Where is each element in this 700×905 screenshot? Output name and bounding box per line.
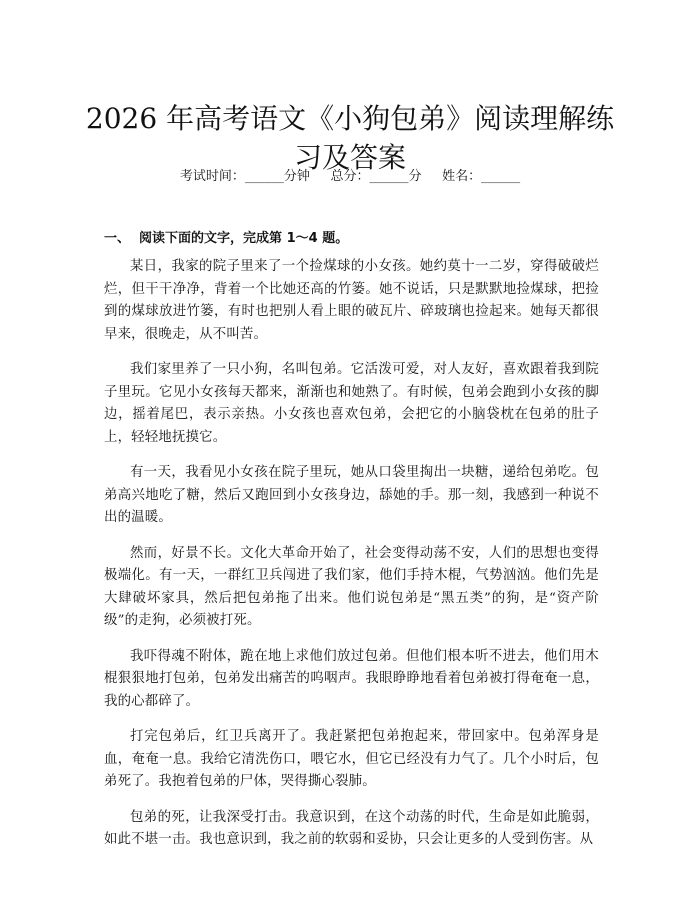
passage-paragraph: 某日，我家的院子里来了一个捡煤球的小女孩。她约莫十一二岁，穿得破破烂烂，但干干净净，背着一个比她还高的竹篓。她不说话，只是默默地捡煤球，把捡到的煤球放进竹篓，有时也把别人看上眼的破瓦片、碎玻璃也捡起来。她每天都很早来，很晚走，从不叫苦。 xyxy=(104,259,599,342)
passage-paragraph: 包弟的死，让我深受打击。我意识到，在这个动荡的时代，生命是如此脆弱，如此不堪一击。我也意识到，我之前的软弱和妥协，只会让更多的人受到伤害。从 xyxy=(104,809,599,847)
passage-paragraph: 我们家里养了一只小狗，名叫包弟。它活泼可爱，对人友好，喜欢跟着我到院子里玩。它见小女孩每天都来，渐渐也和她熟了。有时候，包弟会跑到小女孩的脚边，摇着尾巴，表示亲热。小女孩也喜欢包弟，会把它的小脑袋枕在包弟的肚子上，轻轻地抚摸它。 xyxy=(104,362,599,445)
exam-info-line: 考试时间：______分钟 总分：______分 姓名：______ xyxy=(179,169,521,184)
passage-paragraph: 然而，好景不长。文化大革命开始了，社会变得动荡不安，人们的思想也变得极端化。有一天，一群红卫兵闯进了我们家，他们手持木棍，气势汹汹。他们先是大肆破坏家具，然后把包弟拖了出来。他们说包弟是“黑五类”的狗，是“资产阶级”的走狗，必须被打死。 xyxy=(104,545,599,628)
passage-paragraph: 有一天，我看见小女孩在院子里玩，她从口袋里掏出一块糖，递给包弟吃。包弟高兴地吃了糖，然后又跑回到小女孩身边，舔她的手。那一刻，我感到一种说不出的温暖。 xyxy=(104,465,599,525)
section-heading: 一、 阅读下面的文字，完成第 1～4 题。 xyxy=(104,231,349,246)
reading-passage xyxy=(104,256,599,865)
page-title: 2026 年高考语文《小狗包弟》阅读理解练习及答案 xyxy=(85,101,615,174)
passage-paragraph: 我吓得魂不附体，跪在地上求他们放过包弟。但他们根本听不进去，他们用木棍狠狠地打包弟，包弟发出痛苦的呜咽声。我眼睁睁地看着包弟被打得奄奄一息，我的心都碎了。 xyxy=(104,648,599,709)
passage-paragraph: 打完包弟后，红卫兵离开了。我赶紧把包弟抱起来，带回家中。包弟浑身是血，奄奄一息。我给它清洗伤口，喂它水，但它已经没有力气了。几个小时后，包弟死了。我抱着包弟的尸体，哭得撕心裂肺。 xyxy=(104,729,599,789)
